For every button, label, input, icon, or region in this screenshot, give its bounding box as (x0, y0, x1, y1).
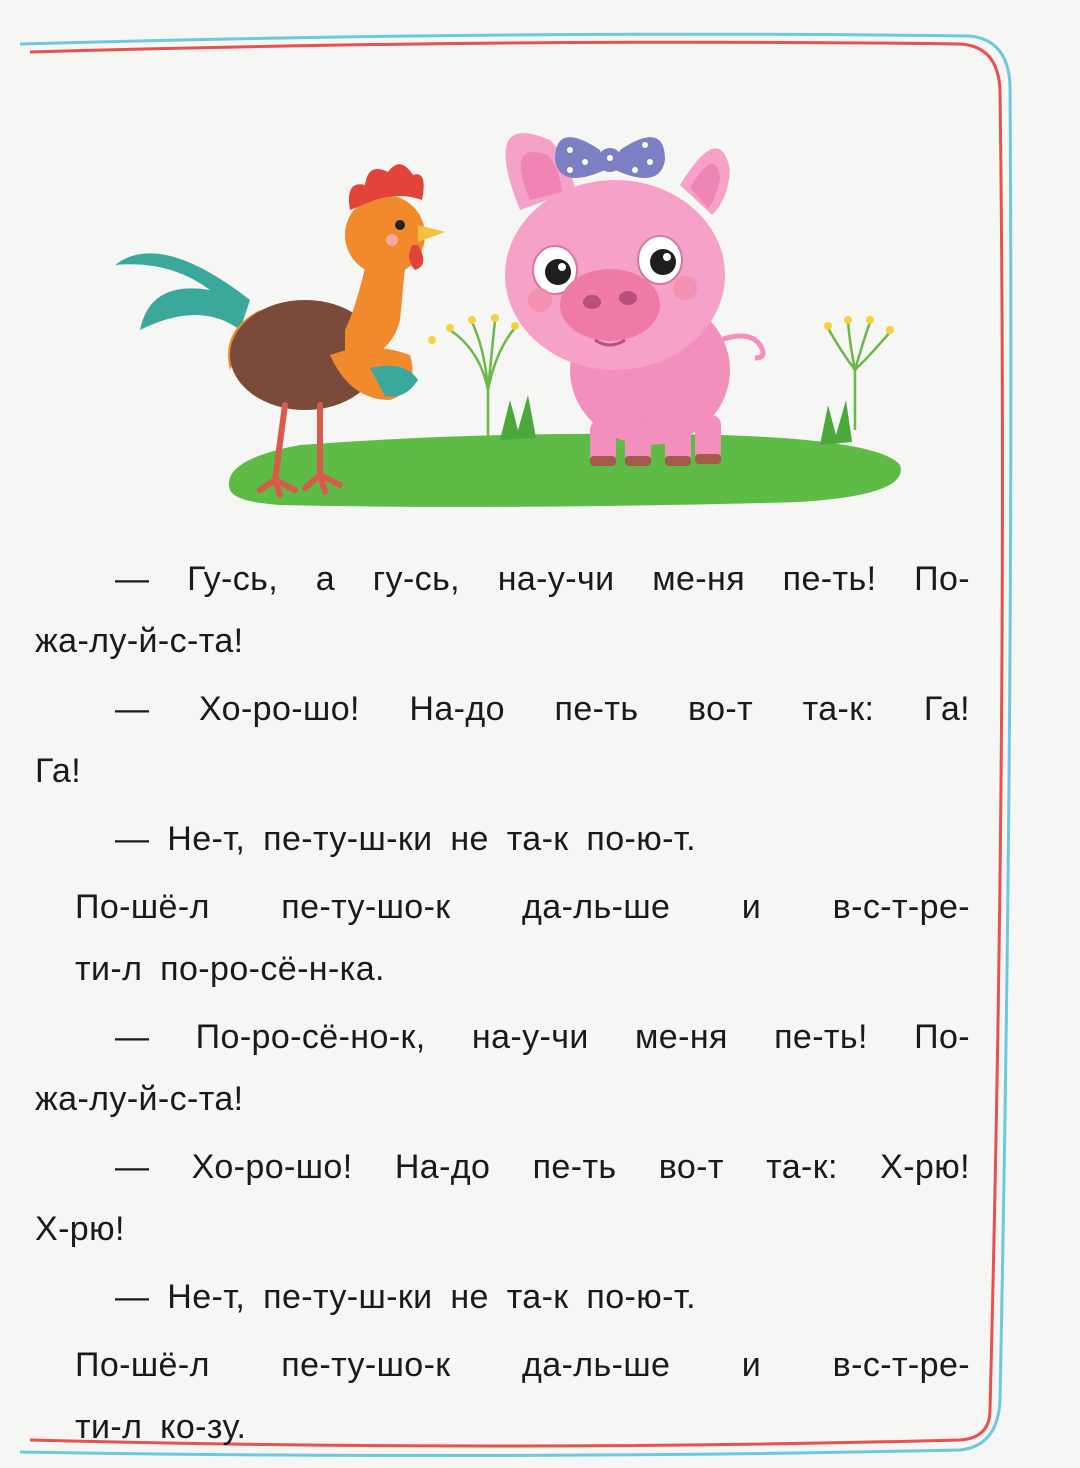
dandelion-right (828, 322, 890, 430)
text-line: По-шё-л пе-ту-шо-к да-ль-ше и в-с-т-ре- (75, 1346, 970, 1384)
grass-tuft (820, 400, 852, 445)
text-line: По-шё-л пе-ту-шо-к да-ль-ше и в-с-т-ре- (75, 888, 970, 926)
paragraph-4 (75, 876, 970, 1000)
text-line: — Не-т, пе-ту-ш-ки не та-к по-ю-т. (115, 820, 696, 858)
text-line: — Гу-сь, а гу-сь, на-у-чи ме-ня пе-ть! По- (115, 560, 970, 598)
text-line: ти-л по-ро-сё-н-ка. (75, 950, 385, 988)
text-line: — По-ро-сё-но-к, на-у-чи ме-ня пе-ть! По- (115, 1018, 970, 1056)
text-line: жа-лу-й-с-та! (35, 1080, 244, 1118)
text-line: — Хо-ро-шо! На-до пе-ть во-т та-к: Га! (115, 690, 970, 728)
paragraph-3 (75, 808, 970, 870)
pig (505, 133, 763, 466)
text-line: — Хо-ро-шо! На-до пе-ть во-т та-к: Х-рю! (115, 1148, 970, 1186)
rooster-beak (418, 225, 445, 242)
paragraph-6 (35, 1136, 970, 1260)
grass-patch (229, 434, 901, 507)
paragraph-2 (35, 678, 970, 802)
text-line: Га! (35, 752, 82, 790)
story-text (35, 548, 970, 1458)
bow-icon (555, 137, 665, 178)
paragraph-7 (75, 1266, 970, 1328)
grass-tuft (500, 395, 536, 440)
paragraph-5 (35, 1006, 970, 1130)
rooster-tail (115, 253, 250, 330)
text-line: жа-лу-й-с-та! (35, 622, 244, 660)
rooster-and-pig-illustration (100, 100, 980, 520)
text-line: ти-л ко-зу. (75, 1408, 247, 1446)
text-line: — Не-т, пе-ту-ш-ки не та-к по-ю-т. (115, 1278, 696, 1316)
paragraph-8 (75, 1334, 970, 1458)
pig-snout (560, 269, 660, 341)
text-line: Х-рю! (35, 1210, 125, 1248)
paragraph-1 (35, 548, 970, 672)
